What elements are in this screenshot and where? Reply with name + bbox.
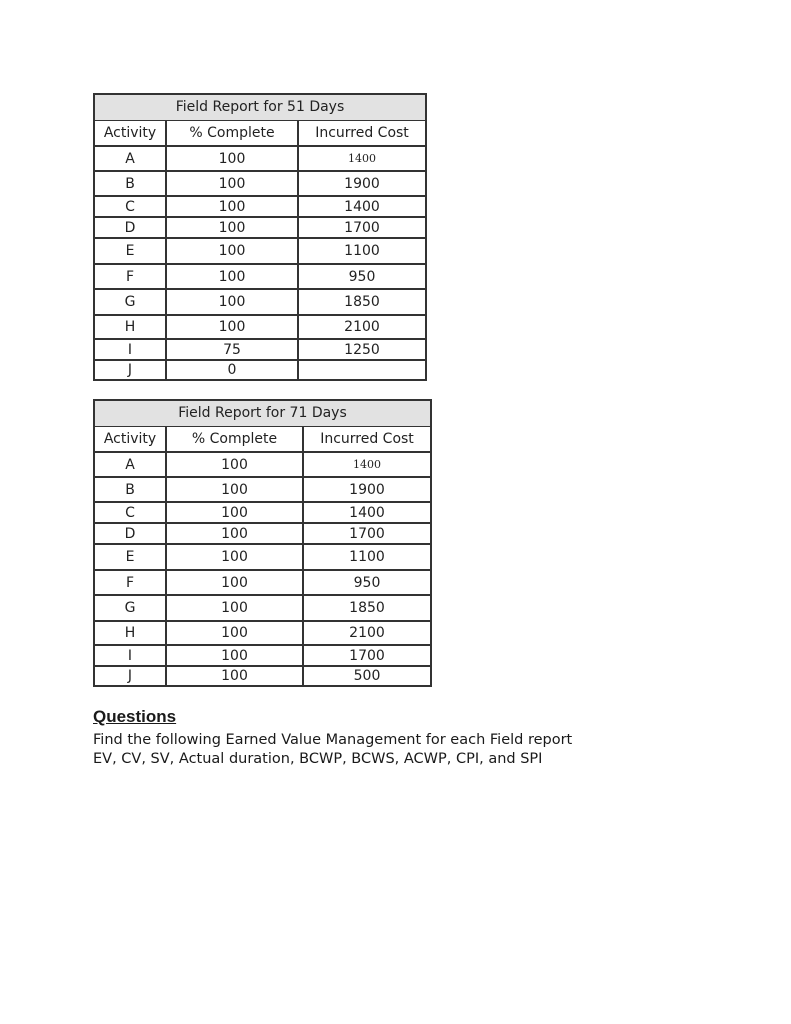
activity-cell: D (94, 523, 166, 544)
column-header-cost: Incurred Cost (298, 120, 426, 146)
questions-instruction: Find the following Earned Value Management for each Field report (93, 732, 573, 748)
complete-cell: 100 (166, 196, 298, 217)
column-header-activity: Activity (94, 426, 166, 452)
activity-cell: F (94, 570, 166, 595)
activity-cell: G (94, 289, 166, 315)
activity-cell: H (94, 621, 166, 645)
cost-cell: 1700 (298, 217, 426, 238)
activity-cell: A (94, 146, 166, 171)
cost-cell: 500 (303, 666, 431, 686)
table-row (94, 315, 426, 339)
activity-cell: I (94, 339, 166, 360)
complete-cell: 75 (166, 339, 298, 360)
activity-cell: A (94, 452, 166, 477)
table-row (94, 196, 426, 217)
cost-cell: 1100 (298, 238, 426, 264)
cost-cell: 1850 (303, 595, 431, 621)
activity-cell: C (94, 502, 166, 523)
activity-cell: B (94, 171, 166, 196)
table-row (94, 289, 426, 315)
cost-cell: 1400 (303, 452, 431, 477)
complete-cell: 100 (166, 477, 303, 502)
table-row (94, 502, 431, 523)
complete-cell: 100 (166, 570, 303, 595)
table-row (94, 570, 431, 595)
complete-cell: 100 (166, 645, 303, 666)
table-row (94, 477, 431, 502)
activity-cell: J (94, 360, 166, 380)
table-row (94, 238, 426, 264)
table-title: Field Report for 51 Days (94, 94, 426, 120)
activity-cell: E (94, 544, 166, 570)
cost-cell: 950 (298, 264, 426, 289)
cost-cell: 1400 (298, 196, 426, 217)
activity-cell: D (94, 217, 166, 238)
field-report-71-days-table (93, 399, 432, 687)
questions-metric-list: EV, CV, SV, Actual duration, BCWP, BCWS, ACWP, CPI, and SPI (93, 751, 543, 767)
cost-cell: 1400 (298, 146, 426, 171)
table-row (94, 595, 431, 621)
activity-cell: F (94, 264, 166, 289)
activity-cell: H (94, 315, 166, 339)
table-row (94, 523, 431, 544)
complete-cell: 100 (166, 289, 298, 315)
table-row (94, 264, 426, 289)
activity-cell: E (94, 238, 166, 264)
cost-cell: 1700 (303, 523, 431, 544)
complete-cell: 100 (166, 502, 303, 523)
complete-cell: 100 (166, 315, 298, 339)
cost-cell (298, 360, 426, 380)
table-row (94, 339, 426, 360)
table-row (94, 171, 426, 196)
column-header-activity: Activity (94, 120, 166, 146)
complete-cell: 100 (166, 171, 298, 196)
complete-cell: 100 (166, 146, 298, 171)
activity-cell: J (94, 666, 166, 686)
complete-cell: 100 (166, 595, 303, 621)
activity-cell: I (94, 645, 166, 666)
complete-cell: 0 (166, 360, 298, 380)
table-row (94, 360, 426, 380)
table-row (94, 217, 426, 238)
column-header-complete: % Complete (166, 426, 303, 452)
table-row (94, 645, 431, 666)
cost-cell: 1900 (298, 171, 426, 196)
questions-section (93, 707, 572, 769)
table-row (94, 544, 431, 570)
table-title: Field Report for 71 Days (94, 400, 431, 426)
complete-cell: 100 (166, 621, 303, 645)
cost-cell: 2100 (303, 621, 431, 645)
column-header-cost: Incurred Cost (303, 426, 431, 452)
questions-heading: Questions (93, 707, 177, 726)
cost-cell: 1100 (303, 544, 431, 570)
cost-cell: 950 (303, 570, 431, 595)
column-header-complete: % Complete (166, 120, 298, 146)
complete-cell: 100 (166, 217, 298, 238)
field-report-51-days-table (93, 93, 427, 381)
table-row (94, 452, 431, 477)
cost-cell: 1250 (298, 339, 426, 360)
activity-cell: B (94, 477, 166, 502)
table-row (94, 666, 431, 686)
cost-cell: 1700 (303, 645, 431, 666)
cost-cell: 1900 (303, 477, 431, 502)
complete-cell: 100 (166, 452, 303, 477)
activity-cell: C (94, 196, 166, 217)
table-row (94, 146, 426, 171)
cost-cell: 1400 (303, 502, 431, 523)
complete-cell: 100 (166, 666, 303, 686)
cost-cell: 2100 (298, 315, 426, 339)
cost-cell: 1850 (298, 289, 426, 315)
complete-cell: 100 (166, 544, 303, 570)
activity-cell: G (94, 595, 166, 621)
complete-cell: 100 (166, 523, 303, 544)
complete-cell: 100 (166, 238, 298, 264)
complete-cell: 100 (166, 264, 298, 289)
table-row (94, 621, 431, 645)
